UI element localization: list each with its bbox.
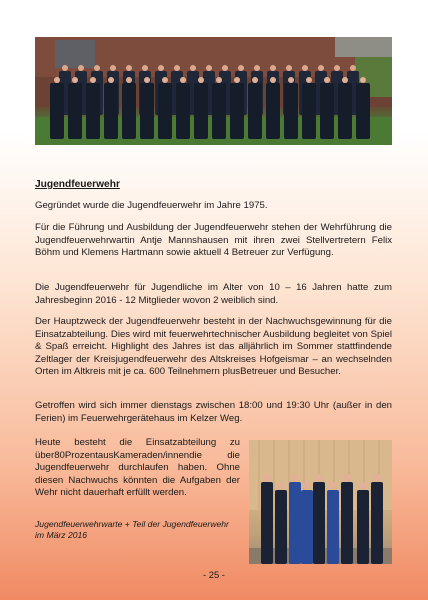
group-photo-fire-brigade [35,37,392,145]
paragraph-members: Die Jugendfeuerwehr für Jugendliche im Alter von 10 – 16 Jahren hatte zum Jahresbeginn 2016 - 12 Mitglieder wovon 2 weiblich sind. [35,282,392,306]
group-photo-drawing [35,37,392,145]
paragraph-meeting-times: Getroffen wird sich immer dienstags zwischen 18:00 und 19:30 Uhr (außer in den Ferien) im Feuerwehrgerätehaus im Kelzer Weg. [35,400,392,424]
paragraph-leadership: Für die Führung und Ausbildung der Jugendfeuerwehr stehen der Wehrführung die Jugendfeuerwehrwartin Antje Mannshausen mit ihren zwei Stellvertretern Felix Böhm und Klemens Hartmann sowie aktuell 4 Betreuer zur Verfügung. [35,222,392,259]
youth-group-photo [249,440,392,564]
paragraph-founded: Gegründet wurde die Jugendfeuerwehr im Jahre 1975. [35,200,268,211]
photo-caption: Jugendfeuerwehrwarte + Teil der Jugendfeuerwehr im März 2016 [35,519,229,541]
paragraph-today: Heute besteht die Einsatzabteilung zu über80ProzentausKameraden/innendie die Jugendfeuerwehr durchlaufen haben. Ohne diesen Nachwuchs könnten die Aufgaben der Wehr nicht dauerhaft erfüllt werden. [35,437,240,499]
paragraph-purpose: Der Hauptzweck der Jugendfeuerwehr besteht in der Nachwuchsgewinnung für die Einsatzabteilung. Dies wird mit feuerwehrtechnischer Ausbildung begleitet von Spiel & Spaß erreicht. Highlight des Jahres ist das alljährlich im Sommer stattfindende Zeltlager der Kreisjugendfeuerwehr des Altskreises Hofgeismar – an wechselnden Orten im Altkreis mit je ca. 600 Teilnehmern plusBetreuer und Besucher. [35,316,392,378]
page-number: - 25 - [203,569,225,580]
youth-group-photo-drawing [249,440,392,564]
section-title: Jugendfeuerwehr [35,179,120,190]
